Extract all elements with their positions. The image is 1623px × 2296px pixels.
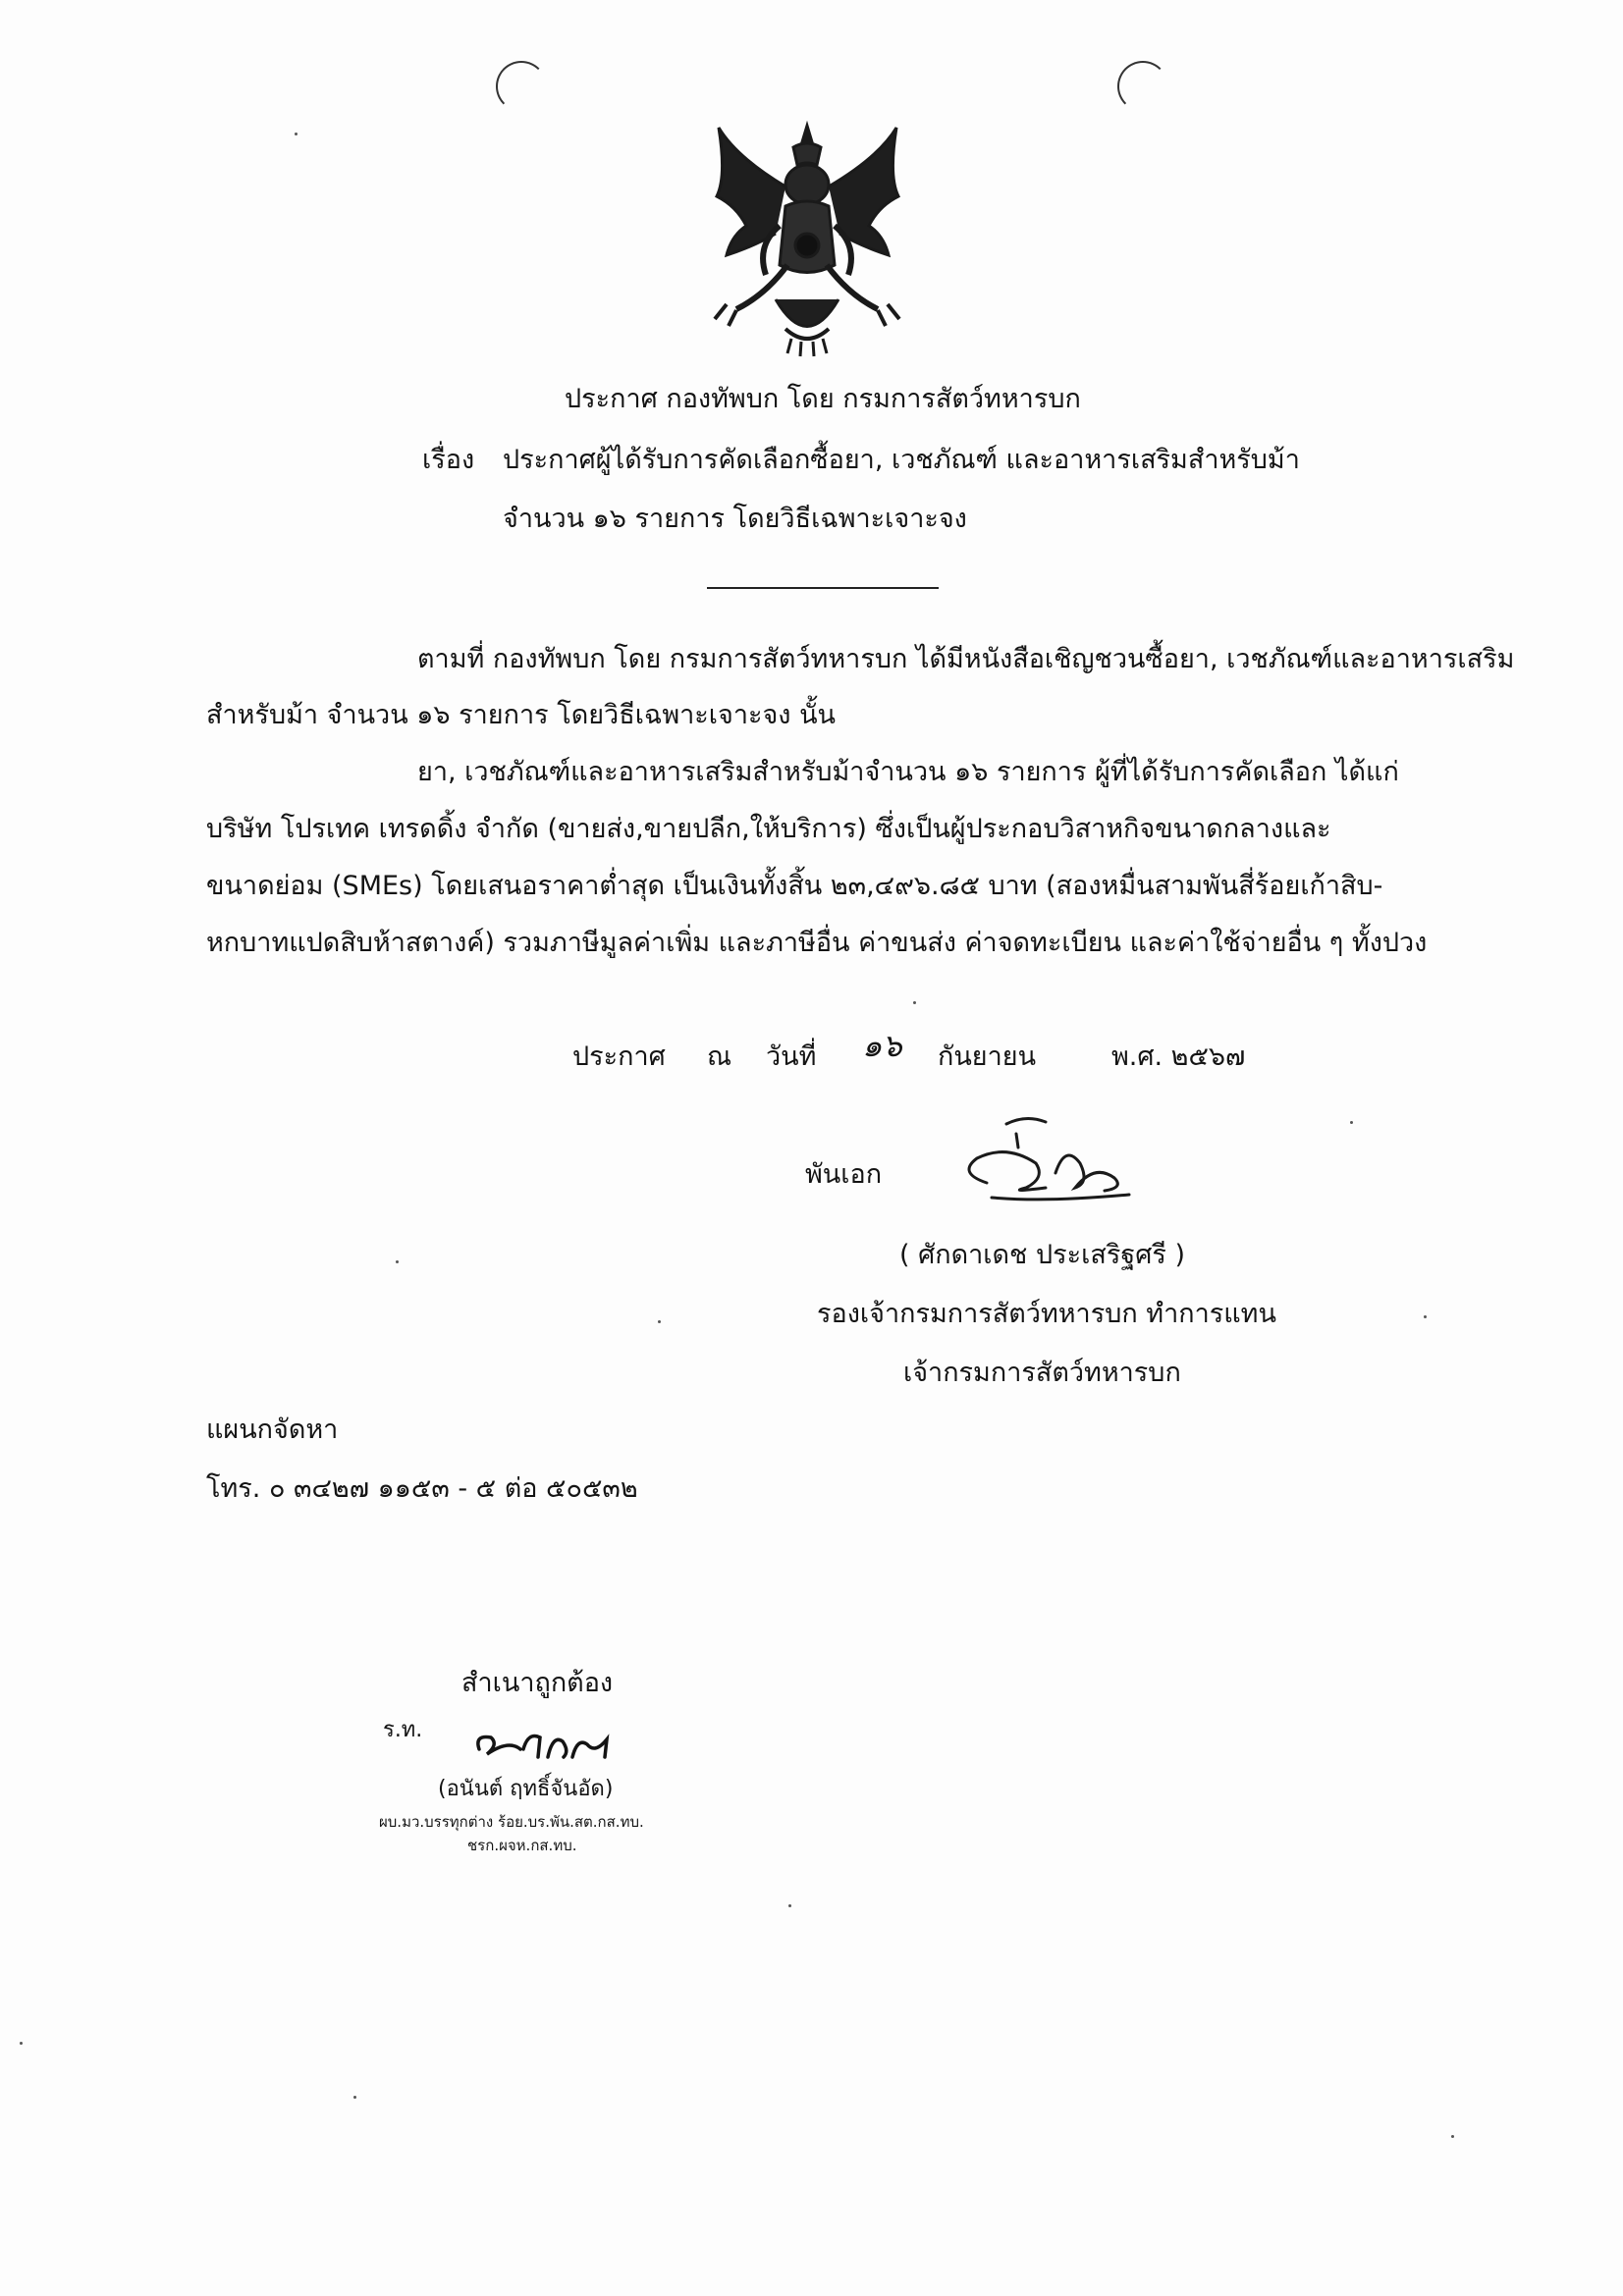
announce-era: พ.ศ. ๒๕๖๗	[1111, 1041, 1246, 1072]
scan-speck	[1424, 1315, 1427, 1318]
certifier-signature-icon	[469, 1720, 617, 1767]
body-p1-line2: สำหรับม้า จำนวน ๑๖ รายการ โดยวิธีเฉพาะเจาะจง นั้น	[206, 700, 836, 730]
announce-month: กันยายน	[938, 1041, 1037, 1072]
subject-label: เรื่อง	[422, 445, 475, 475]
punch-hole-right	[1117, 61, 1168, 112]
scan-speck	[913, 1001, 916, 1004]
signatory-rank: พันเอก	[805, 1159, 883, 1190]
contact-phone: โทร. ๐ ๓๔๒๗ ๑๑๕๓ - ๕ ต่อ ๕๐๕๓๒	[206, 1473, 638, 1504]
contact-unit: แผนกจัดหา	[206, 1415, 339, 1445]
scan-speck	[20, 2042, 23, 2045]
certified-copy-label: สำเนาถูกต้อง	[461, 1668, 614, 1698]
certified-copy-rank: ร.ท.	[383, 1718, 423, 1742]
title-divider	[707, 587, 939, 589]
scan-speck	[1451, 2135, 1454, 2138]
subject-line-2: จำนวน ๑๖ รายการ โดยวิธีเฉพาะเจาะจง	[503, 504, 967, 534]
announce-day-handwritten: ๑๖	[862, 1027, 902, 1064]
body-p2-line2: บริษัท โปรเทค เทรดดิ้ง จำกัด (ขายส่ง,ขายปลีก,ให้บริการ) ซึ่งเป็นผู้ประกอบวิสาหกิจขนาดกลางและ	[206, 814, 1331, 844]
garuda-emblem-icon	[707, 118, 908, 358]
scan-speck	[396, 1260, 399, 1263]
scan-speck	[658, 1320, 661, 1323]
body-p2-line1: ยา, เวชภัณฑ์และอาหารเสริมสำหรับม้าจำนวน ๑๖ รายการ ผู้ที่ได้รับการคัดเลือก ได้แก่	[417, 757, 1399, 787]
announce-day-label: วันที่	[766, 1041, 817, 1072]
signatory-position-2: เจ้ากรมการสัตว์ทหารบก	[903, 1358, 1181, 1388]
scan-speck	[295, 133, 298, 135]
signature-mark-icon	[947, 1104, 1154, 1212]
certified-copy-position-1: ผบ.มว.บรรทุกต่าง ร้อย.บร.พัน.สต.กส.ทบ.	[379, 1813, 644, 1831]
body-p2-line4: หกบาทแปดสิบห้าสตางค์) รวมภาษีมูลค่าเพิ่ม และภาษีอื่น ค่าขนส่ง ค่าจดทะเบียน และค่าใช้จ่ายอื่น ๆ ทั้งปวง	[206, 928, 1428, 958]
announce-prefix: ประกาศ	[572, 1041, 666, 1072]
scan-speck	[788, 1904, 791, 1907]
certified-copy-name: (อนันต์ ฤทธิ์จันอัด)	[438, 1777, 614, 1801]
body-p1-line1: ตามที่ กองทัพบก โดย กรมการสัตว์ทหารบก ได้มีหนังสือเชิญชวนซื้อยา, เวชภัณฑ์และอาหารเสริม	[417, 644, 1515, 674]
signatory-name: ( ศักดาเดช ประเสริฐศรี )	[899, 1240, 1185, 1270]
scan-speck	[353, 2096, 356, 2099]
certified-copy-position-2: ชรก.ผจห.กส.ทบ.	[467, 1837, 577, 1854]
announce-at: ณ	[707, 1041, 732, 1072]
body-p2-line3: ขนาดย่อม (SMEs) โดยเสนอราคาต่ำสุด เป็นเงินทั้งสิ้น ๒๓,๔๙๖.๘๕ บาท (สองหมื่นสามพันสี่ร้อยเก้าสิบ-	[206, 871, 1383, 901]
announcement-title: ประกาศ กองทัพบก โดย กรมการสัตว์ทหารบก	[565, 384, 1081, 414]
punch-hole-left	[496, 61, 547, 112]
subject-line-1: ประกาศผู้ได้รับการคัดเลือกซื้อยา, เวชภัณฑ์ และอาหารเสริมสำหรับม้า	[503, 445, 1300, 475]
scan-speck	[1350, 1121, 1353, 1124]
signatory-position-1: รองเจ้ากรมการสัตว์ทหารบก ทำการแทน	[817, 1299, 1276, 1329]
